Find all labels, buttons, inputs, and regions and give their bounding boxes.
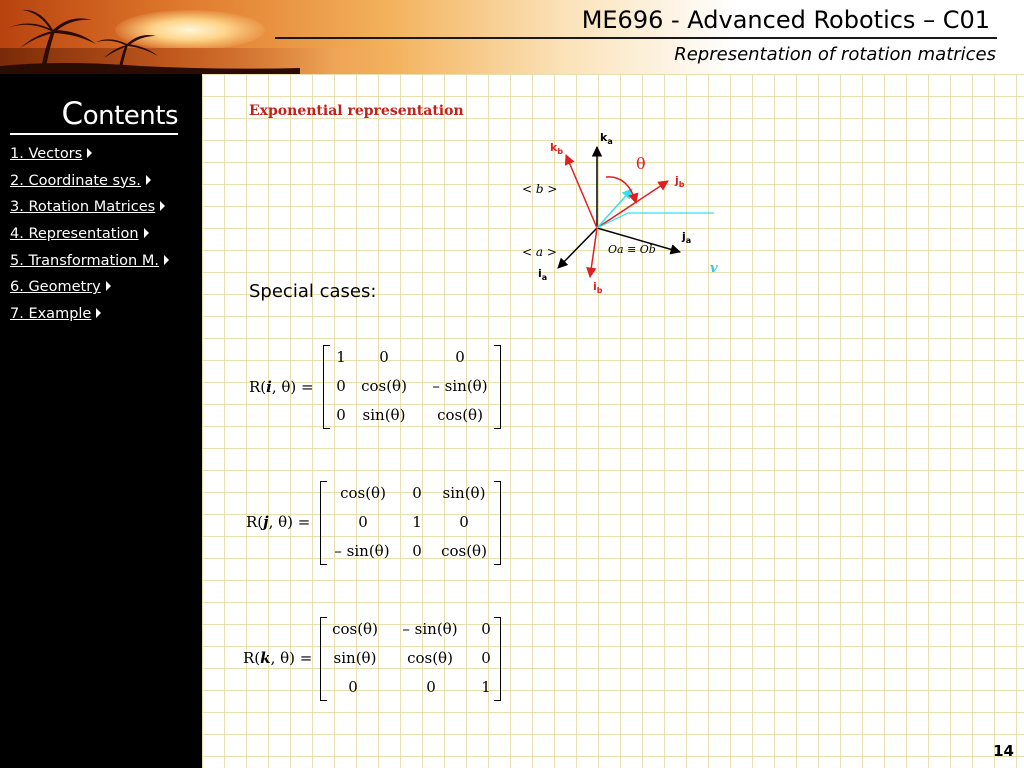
sidebar-item-representation[interactable]: 4. Representation bbox=[10, 226, 169, 253]
matrix-cell: cos(θ) bbox=[340, 484, 386, 502]
matrix-cell: 0 bbox=[336, 406, 346, 424]
matrix-cell: – sin(θ) bbox=[432, 377, 488, 395]
label-a: < a > bbox=[522, 245, 557, 259]
matrix-r-i bbox=[240, 340, 510, 430]
label-v: v bbox=[710, 261, 718, 276]
label-ib: $i_b$ bbox=[593, 280, 603, 295]
arrow-right-icon bbox=[164, 255, 169, 265]
matrix-cell: 0 bbox=[481, 620, 491, 638]
matrix-lhs: R(j, θ) = bbox=[246, 513, 311, 531]
axis-ib bbox=[590, 228, 597, 277]
sidebar-item-transformation[interactable]: 5. Transformation M. bbox=[10, 253, 169, 280]
left-bracket bbox=[323, 345, 330, 429]
axis-jb bbox=[597, 181, 668, 228]
matrix-cell: cos(θ) bbox=[441, 542, 487, 560]
page-number: 14 bbox=[993, 742, 1014, 760]
sidebar-item-geometry[interactable]: 6. Geometry bbox=[10, 279, 169, 306]
label-jb: $j_b$ bbox=[675, 174, 685, 189]
sidebar-item-vectors[interactable]: 1. Vectors bbox=[10, 146, 169, 173]
sidebar-item-example[interactable]: 7. Example bbox=[10, 306, 169, 333]
matrix-lhs: R(k, θ) = bbox=[243, 649, 313, 667]
contents-title: Contents bbox=[10, 96, 178, 135]
axis-kb bbox=[566, 155, 597, 228]
section-heading: Exponential representation bbox=[249, 103, 464, 119]
right-bracket bbox=[494, 481, 501, 565]
sidebar-item-coordinate-sys[interactable]: 2. Coordinate sys. bbox=[10, 173, 169, 200]
matrix-cell: 0 bbox=[336, 377, 346, 395]
label-kb: $k_b$ bbox=[550, 141, 564, 156]
label-theta: θ bbox=[636, 154, 646, 173]
label-b: < b > bbox=[522, 182, 558, 196]
sidebar bbox=[0, 74, 202, 768]
matrix-r-j bbox=[240, 476, 510, 566]
matrix-r-k bbox=[240, 612, 510, 702]
special-cases-label: Special cases: bbox=[249, 281, 377, 302]
matrix-cell: 1 bbox=[412, 513, 422, 531]
matrix-cell: – sin(θ) bbox=[402, 620, 458, 638]
right-bracket bbox=[494, 617, 501, 701]
matrix-cell: cos(θ) bbox=[332, 620, 378, 638]
title-underline bbox=[275, 37, 997, 39]
matrix-cell: – sin(θ) bbox=[334, 542, 390, 560]
matrix-cell: sin(θ) bbox=[442, 484, 486, 502]
right-bracket bbox=[494, 345, 501, 429]
matrix-cell: cos(θ) bbox=[407, 649, 453, 667]
arrow-right-icon bbox=[160, 201, 165, 211]
matrix-cell: 0 bbox=[426, 678, 436, 696]
arrow-right-icon bbox=[146, 175, 151, 185]
axis-ia bbox=[558, 228, 597, 268]
label-ia: $i_a$ bbox=[538, 267, 548, 282]
matrix-cell: 0 bbox=[379, 348, 389, 366]
rotation-frames-diagram bbox=[500, 125, 740, 305]
matrix-cell: sin(θ) bbox=[333, 649, 377, 667]
arrow-right-icon bbox=[144, 228, 149, 238]
header-banner bbox=[0, 0, 1024, 74]
label-ja: $j_a$ bbox=[682, 230, 692, 245]
contents-menu bbox=[10, 146, 169, 333]
matrix-cell: 0 bbox=[459, 513, 469, 531]
matrix-cell: cos(θ) bbox=[361, 377, 407, 395]
v-projection bbox=[597, 213, 714, 228]
matrix-cell: 0 bbox=[481, 649, 491, 667]
sidebar-item-rotation-matrices[interactable]: 3. Rotation Matrices bbox=[10, 199, 169, 226]
palm-trees-icon bbox=[0, 0, 300, 74]
matrix-cell: 1 bbox=[481, 678, 491, 696]
slide-title: ME696 - Advanced Robotics – C01 bbox=[581, 6, 990, 34]
arrow-right-icon bbox=[87, 148, 92, 158]
matrix-cell: 0 bbox=[412, 484, 422, 502]
label-ka: $k_a$ bbox=[600, 131, 613, 146]
matrix-lhs: R(i, θ) = bbox=[249, 378, 314, 396]
matrix-cell: sin(θ) bbox=[362, 406, 406, 424]
matrix-cell: 0 bbox=[358, 513, 368, 531]
matrix-cell: 1 bbox=[336, 348, 346, 366]
arrow-right-icon bbox=[96, 308, 101, 318]
label-origin: Oa ≡ Ob bbox=[608, 243, 656, 256]
slide-subtitle: Representation of rotation matrices bbox=[674, 44, 996, 65]
arrow-right-icon bbox=[106, 281, 111, 291]
matrix-cell: 0 bbox=[412, 542, 422, 560]
matrix-cell: 0 bbox=[455, 348, 465, 366]
matrix-cell: cos(θ) bbox=[437, 406, 483, 424]
matrix-cell: 0 bbox=[348, 678, 358, 696]
